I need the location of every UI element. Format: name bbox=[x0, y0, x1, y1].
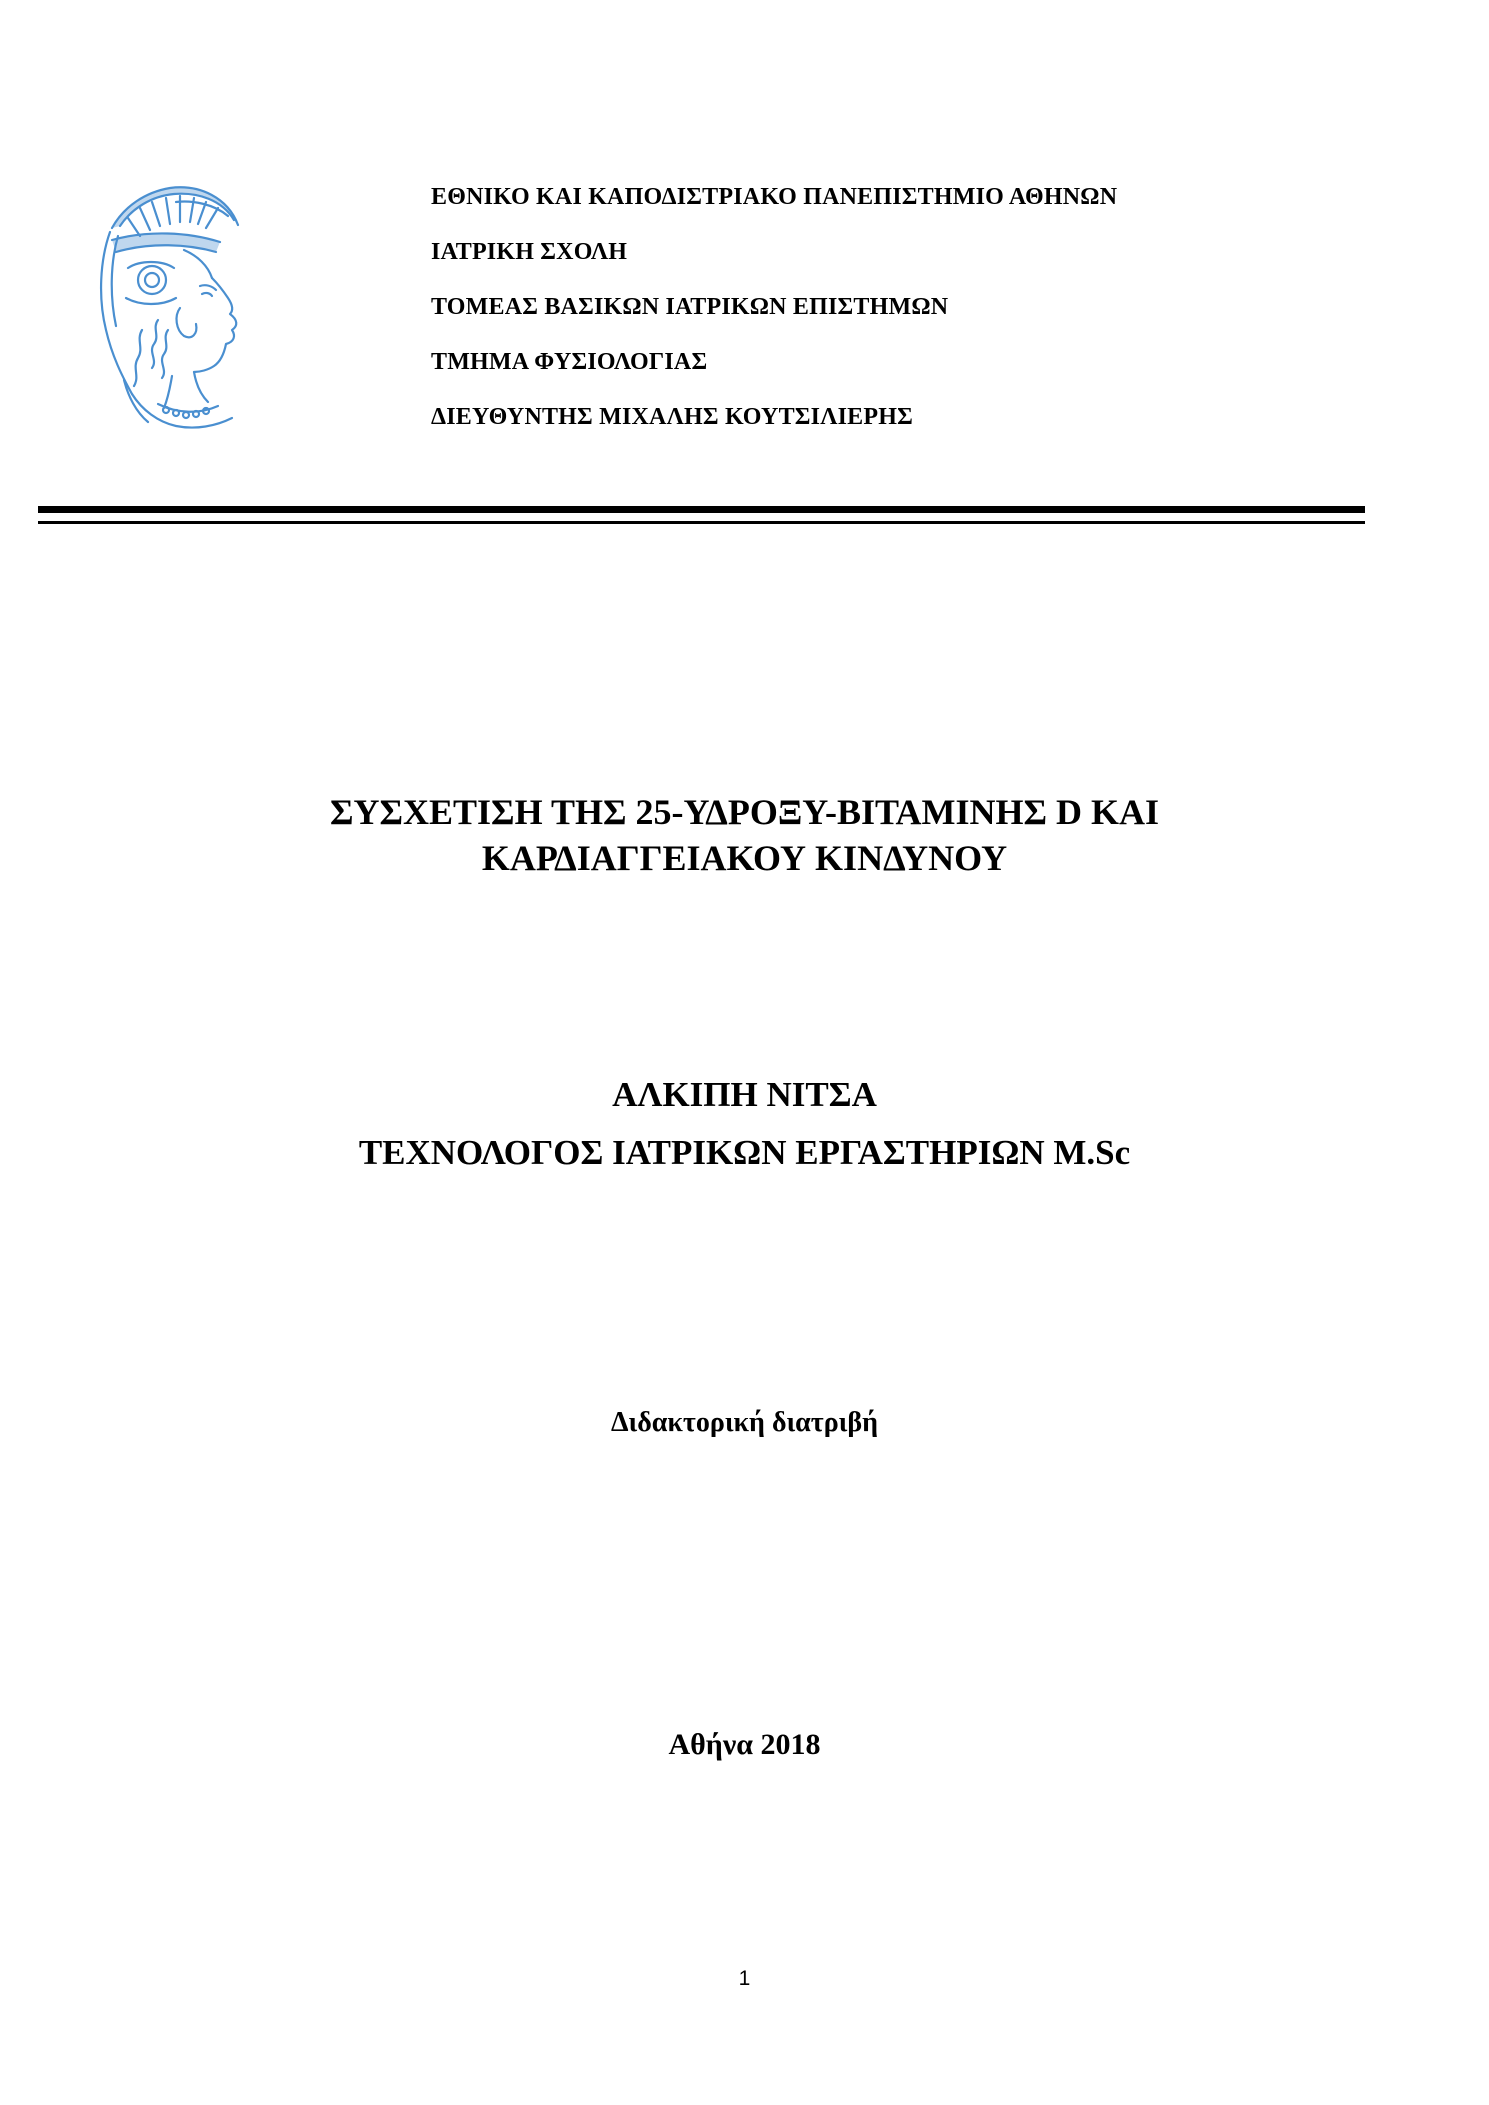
thesis-title-line-2: ΚΑΡΔΙΑΓΓΕΙΑΚΟΥ ΚΙΝΔΥΝΟΥ bbox=[481, 838, 1008, 878]
institution-header bbox=[431, 182, 1331, 457]
department-name: ΤΜΗΜΑ ΦΥΣΙΟΛΟΓΙΑΣ bbox=[431, 349, 708, 375]
thesis-title bbox=[0, 789, 1489, 881]
sector-name: ΤΟΜΕΑΣ ΒΑΣΙΚΩΝ ΙΑΤΡΙΚΩΝ ΕΠΙΣΤΗΜΩΝ bbox=[431, 294, 949, 320]
author-block bbox=[0, 1073, 1489, 1175]
athena-head-emblem-icon bbox=[88, 180, 256, 430]
university-name: ΕΘΝΙΚΟ ΚΑΙ ΚΑΠΟΔΙΣΤΡΙΑΚΟ ΠΑΝΕΠΙΣΤΗΜΙΟ ΑΘΗΝΩΝ bbox=[431, 184, 1118, 210]
director-name: ΔΙΕΥΘΥΝΤΗΣ ΜΙΧΑΛΗΣ ΚΟΥΤΣΙΛΙΕΡΗΣ bbox=[431, 404, 913, 430]
author-title: ΤΕΧΝΟΛΟΓΟΣ ΙΑΤΡΙΚΩΝ ΕΡΓΑΣΤΗΡΙΩΝ M.Sc bbox=[358, 1133, 1131, 1172]
page-number: 1 bbox=[738, 1967, 751, 1990]
school-name: ΙΑΤΡΙΚΗ ΣΧΟΛΗ bbox=[431, 239, 628, 265]
header-divider-thick bbox=[38, 506, 1365, 513]
header-divider-thin bbox=[38, 521, 1365, 524]
document-type: Διδακτορική διατριβή bbox=[610, 1407, 879, 1438]
thesis-title-line-1: ΣΥΣΧΕΤΙΣΗ ΤΗΣ 25-ΥΔΡΟΞΥ-ΒΙΤΑΜΙΝΗΣ D ΚΑΙ bbox=[329, 792, 1160, 832]
author-name: ΑΛΚΙΠΗ ΝΙΤΣΑ bbox=[612, 1075, 877, 1114]
place-year: Αθήνα 2018 bbox=[668, 1728, 821, 1761]
